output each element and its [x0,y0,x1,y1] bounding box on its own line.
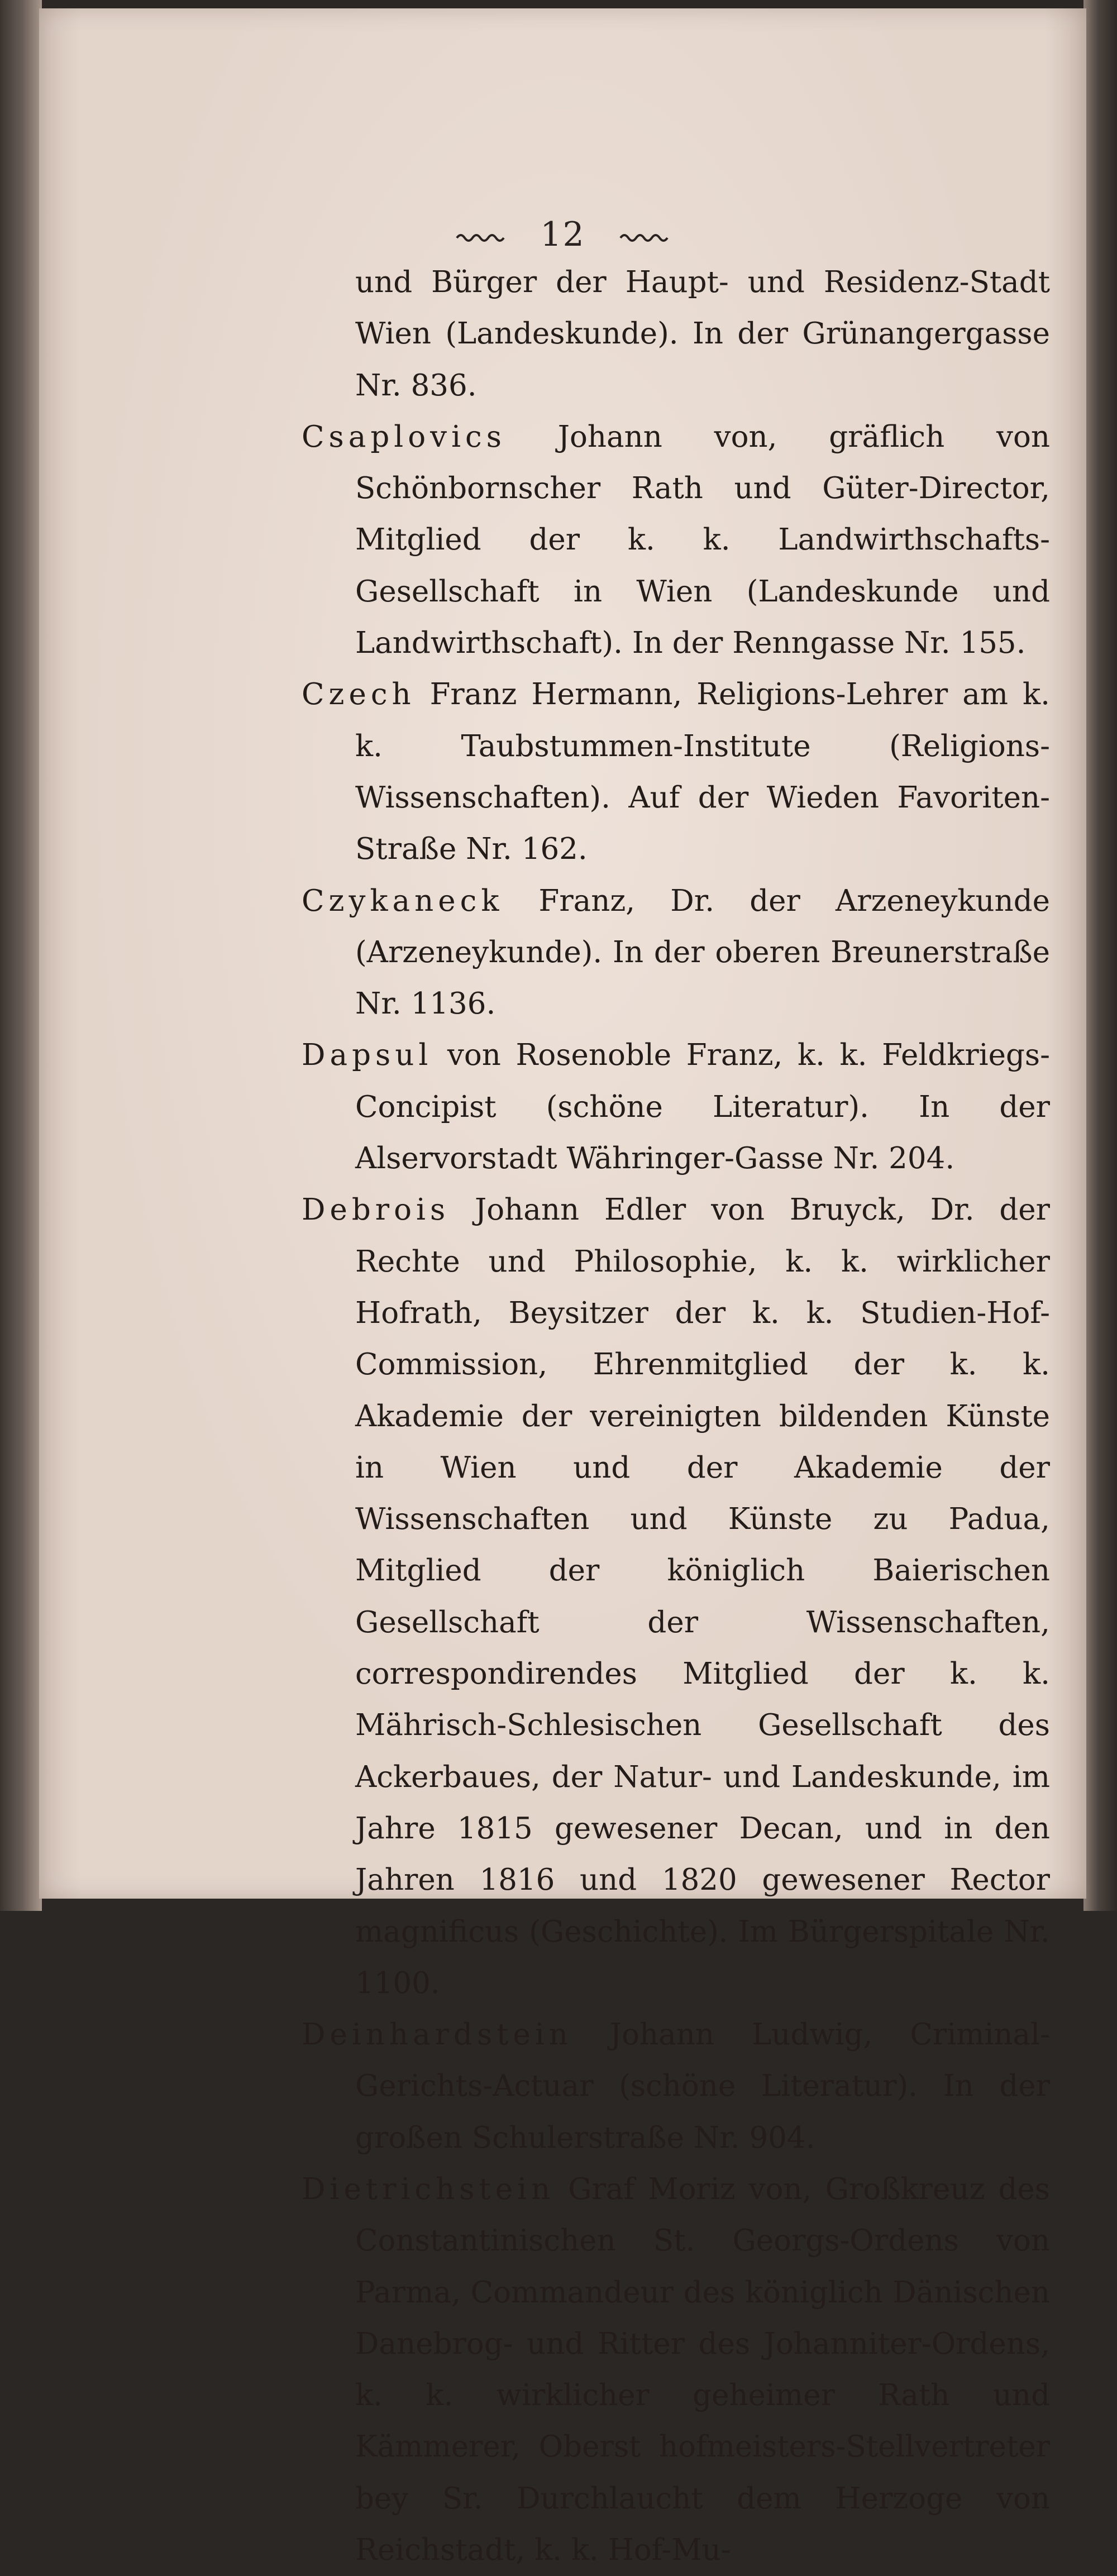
entry-dapsul [302,1030,1050,1184]
page-number: 12 [540,215,585,254]
entry-name: Csaplovics [302,419,506,454]
entry-text: Johann von, gräflich von Schönbornscher Rath und Güter-Director, Mitglied der k. k. Landwirthschafts-Gesellschaft in Wien (Landeskunde und Landwirthschaft). In der Renngasse Nr. 155. [355,419,1050,661]
entry-text: und Bürger der Haupt- und Residenz-Stadt Wien (Landeskunde). In der Grünangergasse Nr. 836. [355,265,1050,403]
entry-text: von Rosenoble Franz, k. k. Feldkriegs-Concipist (schöne Literatur). In der Alservorstadt Währinger-Gasse Nr. 204. [355,1038,1051,1176]
entry-name: Debrois [302,1193,450,1227]
entry-name: Czykaneck [302,883,504,918]
entry-name: Dietrichstein [302,2172,555,2206]
entry-text: Johann Edler von Bruyck, Dr. der Rechte und Philosophie, k. k. wirklicher Hofrath, Beysitzer der k. k. Studien-Hof-Commission, Ehrenmitglied der k. k. Akademie der vereinigten bildenden Künste in Wien und der Akademie der Wissenschaften und Künste zu Padua, Mitglied der königlich Baierischen Gesellschaft der Wissenschaften, correspondirendes Mitglied der k. k. Mährisch-Schlesischen Gesellschaft des Ackerbaues, der Natur- und Landeskunde, im Jahre 1815 gewesener Decan, und in den Jahren 1816 und 1820 gewesener Rector magnificus (Geschichte). Im Bürgerspitale Nr. 1100. [355,1193,1050,2000]
entry-czech [302,669,1050,875]
entry-deinhardstein [302,2009,1050,2164]
right-ornament-icon [619,231,670,242]
book-page [39,8,1086,2568]
scan-left-edge [0,0,42,1911]
page-body [302,257,1050,2576]
left-ornament-icon [456,231,506,242]
entry-csaplovics [302,412,1050,669]
entry-czykaneck [302,876,1050,1030]
entry-debrois [302,1184,1050,2009]
page-header [39,215,1086,254]
entry-text: Johann Ludwig, Criminal-Gerichts-Actuar (schöne Literatur). In der großen Schulerstraße Nr. 904. [355,2018,1050,2155]
entry-name: Deinhardstein [302,2018,572,2052]
entry-continuation [302,257,1050,412]
scan-right-edge [1083,0,1117,1911]
entry-text: Franz, Dr. der Arzeneykunde (Arzeneykunde). In der oberen Breunerstraße Nr. 1136. [355,883,1050,1021]
entry-dietrichstein [302,2164,1050,2576]
entry-text: Graf Moriz von, Großkreuz des Constantinischen St. Georgs-Ordens von Parma, Commandeur des königlich Dänischen Danebrog- und Ritter des Johanniter-Ordens, k. k. wirklicher geheimer Rath und Kämmerer, Oberst hofmeisters-Stellvertreter bey Sr. Durchlaucht dem Herzoge von Reichstadt, k. k. Hof-Mu- [355,2172,1050,2568]
entry-text: Franz Hermann, Religions-Lehrer am k. k. Taubstummen-Institute (Religions-Wissenschaften). Auf der Wieden Favoriten-Straße Nr. 162. [355,677,1050,867]
entry-name: Dapsul [302,1038,433,1073]
entry-name: Czech [302,677,416,712]
